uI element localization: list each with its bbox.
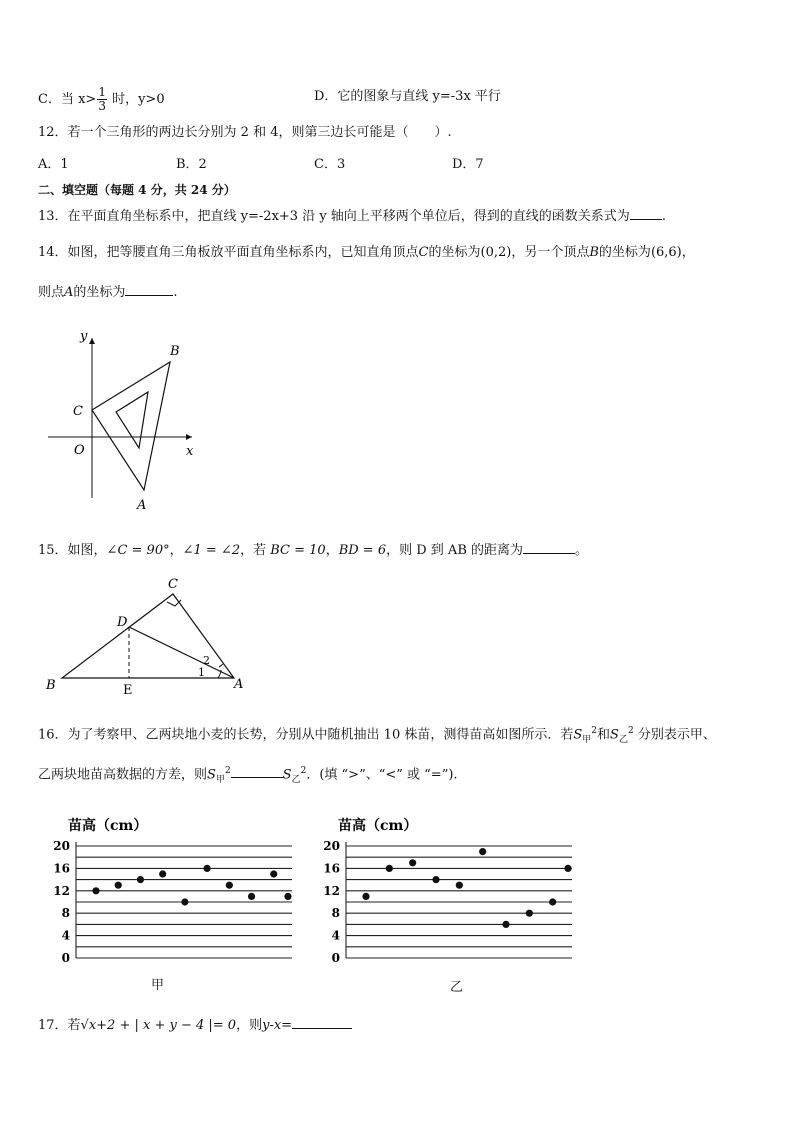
- q16-text: ．(填 “>”、“<” 或 “=”).: [306, 767, 458, 783]
- label-a: A: [234, 677, 244, 692]
- q17-stem: [38, 1015, 352, 1035]
- data-point: [549, 898, 556, 905]
- inner-triangle: [116, 392, 148, 448]
- y-tick-label: 0: [331, 951, 340, 965]
- q13-text: 13．在平面直角坐标系中，把直线 y=-2x+3 沿 y 轴向上平移两个单位后，得到的直线的函数关系式为: [38, 209, 630, 224]
- q15-end: 。: [575, 543, 589, 558]
- data-point: [526, 910, 533, 917]
- segment-ad: [129, 627, 234, 678]
- data-point: [248, 893, 255, 900]
- q15-angle-c: ∠C = 90°: [106, 543, 170, 558]
- q14-coord-b: (6,6): [650, 245, 682, 260]
- q15-angles-equal: ∠1 = ∠2: [182, 543, 241, 558]
- q14-line-2: [38, 282, 178, 302]
- data-point: [204, 865, 211, 872]
- q14-text: 14．如图，把等腰直角三角板放平面直角坐标系内，已知直角顶点: [38, 245, 419, 260]
- label-o: O: [74, 443, 85, 458]
- y-tick-label: 20: [323, 839, 340, 853]
- data-point: [181, 898, 188, 905]
- fraction: [97, 86, 107, 113]
- chart-caption-yi: 乙: [450, 980, 464, 995]
- y-tick-label: 0: [61, 951, 70, 965]
- q13-stem: [38, 206, 666, 226]
- answer-blank[interactable]: [523, 540, 575, 554]
- q17-text: ，则: [236, 1018, 263, 1033]
- data-point: [92, 887, 99, 894]
- q11-option-c: [38, 86, 165, 113]
- y-tick-label: 16: [323, 861, 340, 876]
- label-e: E: [123, 683, 133, 698]
- q14-text: ，另一个顶点: [511, 245, 590, 260]
- data-point: [386, 865, 393, 872]
- q12-stem: 12．若一个三角形的两边长分别为 2 和 4，则第三边长可能是（ ）.: [38, 125, 452, 140]
- q16-text: 乙两块地苗高数据的方差，则: [38, 767, 208, 783]
- data-point: [362, 893, 369, 900]
- q14-text: 的坐标为: [598, 245, 651, 260]
- section-heading-fill-blank: 二、填空题（每题 4 分，共 24 分）: [38, 183, 236, 197]
- q17-equals: =: [281, 1018, 293, 1033]
- data-point: [564, 865, 571, 872]
- q16-text: 和: [597, 727, 611, 743]
- y-tick-label: 4: [61, 928, 70, 943]
- chart-yi: [310, 808, 580, 968]
- label-x: x: [186, 444, 194, 459]
- q15-triangle-figure: [40, 572, 255, 700]
- y-tick-label: 16: [53, 861, 70, 876]
- q14-text: ，: [681, 245, 695, 260]
- angle-2-arc: [219, 664, 223, 667]
- q16-sup: 2: [224, 766, 231, 776]
- q11-option-c-prefix: C．当 x>: [38, 92, 97, 107]
- q16-sub-jia: 甲: [215, 774, 225, 785]
- label-c: C: [168, 577, 178, 592]
- q17-text: 17．若: [38, 1018, 81, 1033]
- y-tick-label: 12: [323, 883, 340, 898]
- q17-expression: √x+2 + | x + y − 4 |= 0: [80, 1018, 237, 1033]
- q12-option-a: A．1: [38, 157, 69, 172]
- q16-line-2: [38, 762, 458, 789]
- q14-var-a: A: [64, 285, 74, 300]
- y-tick-label: 8: [61, 906, 70, 921]
- answer-blank[interactable]: [292, 1015, 352, 1029]
- label-angle-1: 1: [198, 666, 205, 679]
- q15-text: ，则 D 到 AB 的距离为: [386, 543, 524, 558]
- y-tick-label: 8: [331, 906, 340, 921]
- q15-text: 15．如图，: [38, 543, 107, 558]
- chart-title: 苗高（cm）: [68, 818, 148, 834]
- q16-s-yi: S: [610, 727, 619, 743]
- q16-line-1: [38, 722, 716, 749]
- q14-var-c: C: [418, 245, 429, 260]
- q16-s-yi: S: [282, 767, 292, 783]
- q14-coord-c: (0,2): [480, 245, 512, 260]
- data-point: [284, 893, 291, 900]
- q16-text: 分别表示甲、: [633, 727, 716, 743]
- q14-text: 则点: [38, 285, 65, 300]
- q16-sub-jia: 甲: [582, 734, 592, 745]
- q16-text: 16．为了考察甲、乙两块地小麦的长势，分别从中随机抽出 10 株苗，测得苗高如图所示．若: [38, 727, 574, 743]
- q14-var-b: B: [589, 245, 599, 260]
- data-point: [137, 876, 144, 883]
- q16-sub-yi: 乙: [618, 734, 628, 745]
- label-angle-2: 2: [203, 654, 210, 667]
- answer-blank[interactable]: [630, 206, 662, 220]
- outer-triangle: [92, 362, 170, 490]
- q15-bd: BD = 6: [338, 543, 387, 558]
- fraction-numerator: 1: [98, 85, 106, 99]
- answer-blank[interactable]: [125, 282, 173, 296]
- data-point: [270, 870, 277, 877]
- q13-end: .: [661, 209, 666, 224]
- q16-sup: 2: [627, 726, 634, 736]
- q15-text: ，若: [240, 543, 271, 558]
- label-a: A: [137, 498, 147, 513]
- data-point: [479, 848, 486, 855]
- q12-option-d: D．7: [452, 157, 484, 172]
- q14-coordinate-figure: [40, 322, 210, 517]
- y-tick-label: 12: [53, 883, 70, 898]
- data-point: [409, 859, 416, 866]
- q14-text: 的坐标为: [73, 285, 126, 300]
- fraction-denominator: 3: [98, 99, 106, 113]
- q14-text: 的坐标为: [428, 245, 481, 260]
- chart-caption-jia: 甲: [151, 978, 165, 993]
- q12-option-b: B．2: [176, 157, 207, 172]
- q16-sup: 2: [591, 726, 598, 736]
- answer-blank[interactable]: [231, 764, 283, 778]
- label-b: B: [170, 344, 180, 359]
- q12-option-c: C．3: [314, 157, 346, 172]
- q16-s-jia: S: [573, 727, 583, 743]
- chart-jia: [40, 808, 300, 968]
- q11-option-c-suffix: 时，y>0: [107, 92, 165, 107]
- data-point: [115, 882, 122, 889]
- q15-bc: BC = 10: [270, 543, 326, 558]
- data-point: [502, 921, 509, 928]
- q15-text: ，: [169, 543, 183, 558]
- q16-s-jia: S: [207, 767, 216, 783]
- label-c: C: [73, 404, 83, 419]
- q17-y-minus-x: y-x: [262, 1018, 282, 1033]
- data-point: [226, 882, 233, 889]
- data-point: [456, 882, 463, 889]
- q16-sub-yi: 乙: [291, 774, 301, 785]
- q14-end: .: [173, 285, 178, 300]
- q16-sup: 2: [300, 766, 307, 776]
- q15-stem: [38, 540, 588, 560]
- label-y: y: [80, 329, 88, 344]
- y-tick-label: 20: [53, 839, 70, 853]
- q15-text: ，: [325, 543, 339, 558]
- chart-title: 苗高（cm）: [338, 818, 418, 834]
- data-point: [432, 876, 439, 883]
- data-point: [159, 870, 166, 877]
- label-b: B: [46, 678, 56, 693]
- q14-line-1: [38, 244, 695, 262]
- label-d: D: [117, 615, 128, 630]
- q11-option-d: D．它的图象与直线 y=-3x 平行: [314, 89, 501, 104]
- y-tick-label: 4: [331, 928, 340, 943]
